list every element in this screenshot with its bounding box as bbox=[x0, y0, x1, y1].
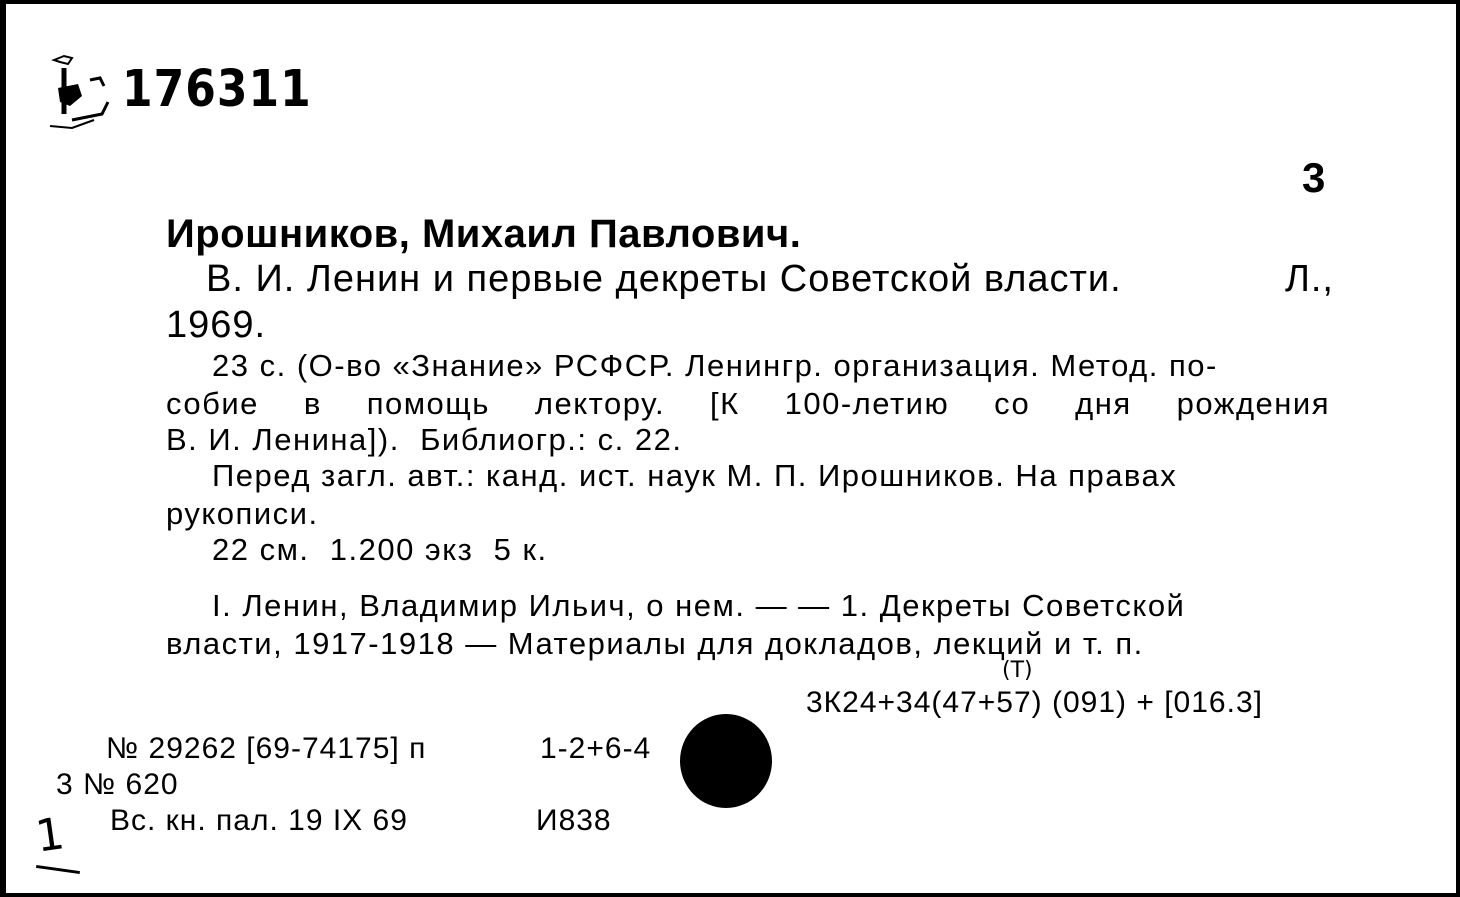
stamp-number: 176311 bbox=[122, 60, 312, 119]
printing-line: Вс. кн. пал. 19 IX 69 bbox=[110, 804, 408, 837]
series-line-2: собие в помощь лектору. [К 100-летию со дня рождения bbox=[166, 386, 1330, 421]
title-text: В. И. Ленин и первые декреты Советской власти. bbox=[206, 258, 1122, 300]
author-heading: Ирошников, Михаил Павлович. bbox=[166, 212, 802, 256]
note-line-2: рукописи. bbox=[166, 496, 319, 531]
series-line-1: 23 с. (О-во «Знание» РСФСР. Ленингр. организация. Метод. по- bbox=[212, 348, 1218, 383]
title-line-1 bbox=[206, 258, 1334, 301]
printing-code: И838 bbox=[536, 804, 612, 837]
note-line-1: Перед загл. авт.: канд. ист. наук М. П. Ирошников. На правах bbox=[212, 458, 1178, 493]
punch-hole bbox=[680, 714, 772, 808]
subject-line-1: I. Ленин, Владимир Ильич, о нем. — — 1. Декреты Советской bbox=[212, 588, 1186, 623]
title-line-2: 1969. bbox=[166, 304, 267, 346]
physical-description: 22 см. 1.200 экз 5 к. bbox=[212, 532, 548, 567]
order-number: № 29262 [69-74175] п bbox=[106, 732, 427, 765]
subject-line-2: власти, 1917-1918 — Материалы для докладов, лекций и т. п. bbox=[166, 626, 1144, 661]
price-code: 1-2+6-4 bbox=[540, 732, 652, 765]
handwritten-underline bbox=[36, 865, 80, 874]
series-line-3: В. И. Ленина]). Библиогр.: с. 22. bbox=[166, 422, 683, 457]
card-number: 3 bbox=[1302, 154, 1326, 201]
stamp-emblem-icon bbox=[42, 50, 112, 132]
classification-index: 3К24+34(47+57) (091) + [016.3] bbox=[806, 686, 1263, 719]
handwritten-t-mark: (Т) bbox=[1002, 658, 1033, 683]
handwritten-numeral: 1 bbox=[32, 808, 68, 863]
copy-number: 3 № 620 bbox=[56, 768, 179, 801]
library-stamp bbox=[42, 50, 112, 137]
publication-place: Л., bbox=[1284, 258, 1334, 300]
